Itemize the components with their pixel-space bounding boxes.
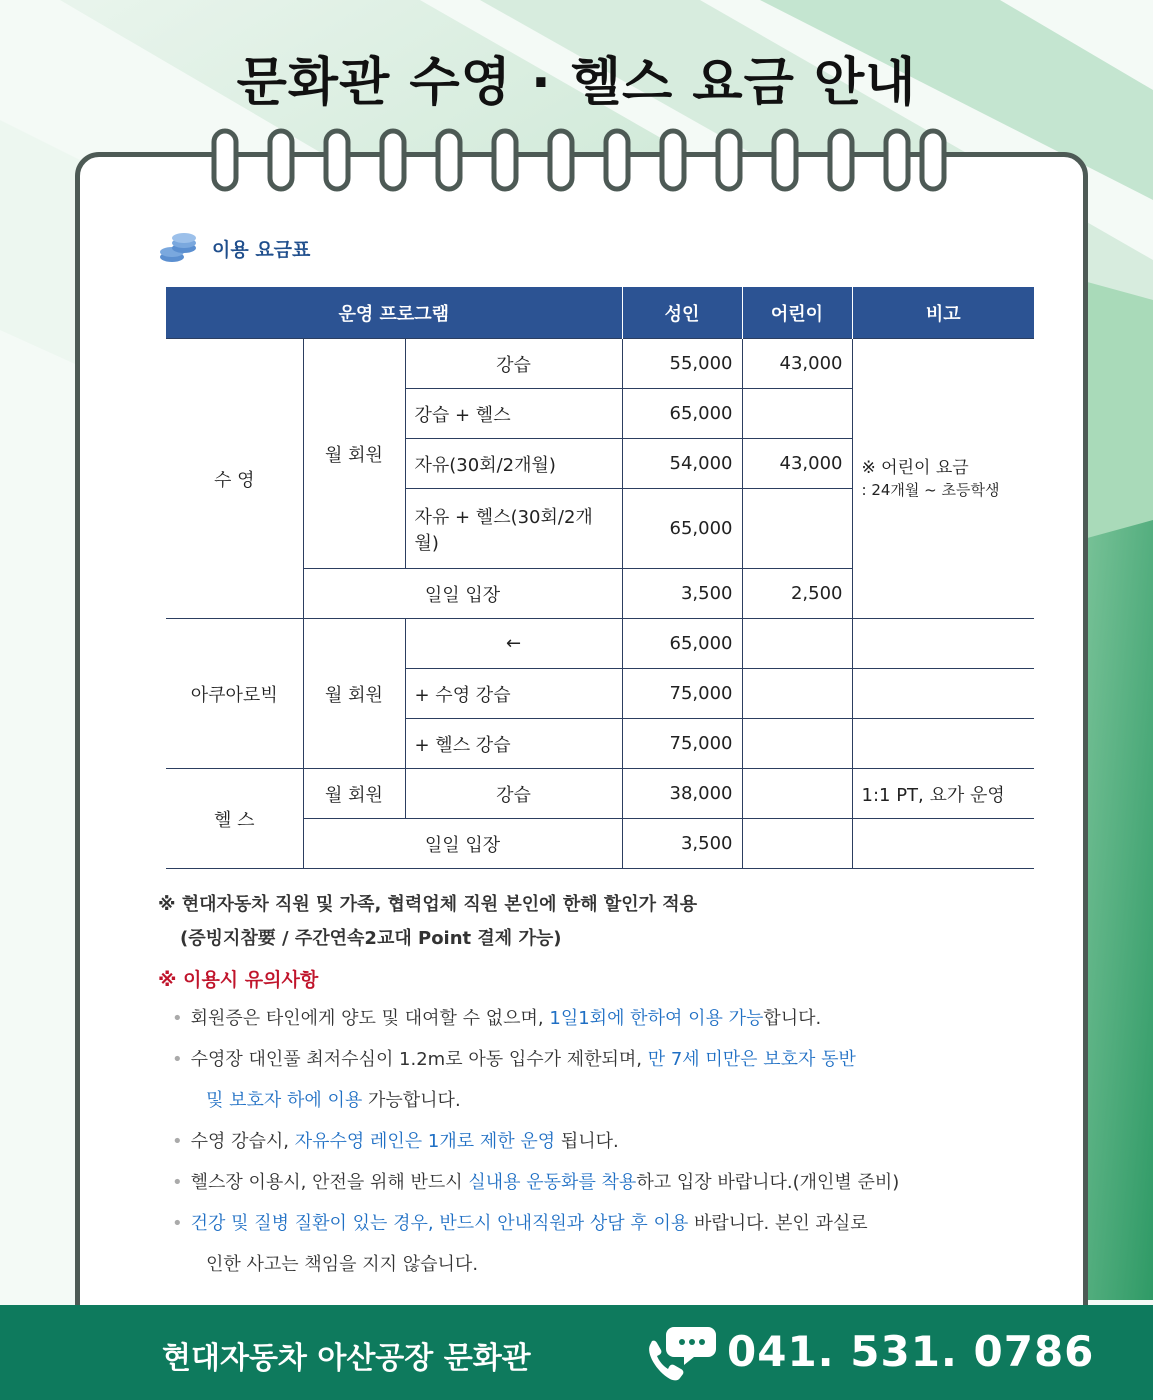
rule-text: 됩니다. [555, 1131, 619, 1152]
child-fee-note [852, 339, 1034, 619]
table-row [166, 619, 1034, 669]
rule-text: 합니다. [763, 1008, 822, 1029]
header-note: 비고 [852, 287, 1034, 339]
section-heading [158, 228, 310, 268]
monthly-member: 월 회원 [303, 769, 405, 819]
category-aquarobic: 아쿠아로빅 [166, 619, 303, 769]
phone-chat-icon [644, 1323, 716, 1385]
rule-text: 수영장 대인풀 최저수심이 1.2m로 아동 입수가 제한되며, [190, 1049, 648, 1070]
child-fee [742, 669, 852, 719]
section-title: 이용 요금표 [212, 238, 311, 261]
program-cell: 강습 [405, 339, 622, 389]
rule-highlight: 실내용 운동화를 착용 [468, 1172, 637, 1193]
bullet: • [172, 1008, 183, 1029]
rule-text: 수영 강습시, [190, 1131, 295, 1152]
category-health: 헬 스 [166, 769, 303, 869]
adult-fee: 65,000 [622, 619, 742, 669]
program-cell: 강습 + 헬스 [405, 389, 622, 439]
monthly-member: 월 회원 [303, 339, 405, 569]
program-cell: + 수영 강습 [405, 669, 622, 719]
note-line: : 24개월 ~ 초등학생 [861, 480, 1000, 499]
child-fee: 43,000 [742, 339, 852, 389]
rule-highlight: 1일1회에 한하여 이용 가능 [549, 1008, 764, 1029]
program-cell: 강습 [405, 769, 622, 819]
bullet: • [172, 1131, 183, 1152]
child-fee: 43,000 [742, 439, 852, 489]
daily-entry: 일일 입장 [303, 569, 622, 619]
program-cell: 자유(30회/2개월) [405, 439, 622, 489]
rule-text: 인한 사고는 책임을 지지 않습니다. [206, 1254, 479, 1275]
monthly-member: 월 회원 [303, 619, 405, 769]
rule-item [158, 1203, 1058, 1285]
adult-fee: 55,000 [622, 339, 742, 389]
note-cell [852, 669, 1034, 719]
child-fee [742, 619, 852, 669]
child-fee: 2,500 [742, 569, 852, 619]
notes-section [158, 888, 1058, 1285]
discount-note: ※ 현대자동차 직원 및 가족, 협력업체 직원 본인에 한해 할인가 적용 [158, 894, 698, 915]
program-cell: ← [405, 619, 622, 669]
adult-fee: 3,500 [622, 569, 742, 619]
rule-item [158, 1121, 1058, 1162]
table-header-row [166, 287, 1034, 339]
rule-text: 하고 입장 바랍니다.(개인별 준비) [636, 1172, 900, 1193]
header-adult: 성인 [622, 287, 742, 339]
note-line: ※ 어린이 요금 [861, 457, 969, 478]
table-row [166, 339, 1034, 389]
bullet: • [172, 1213, 183, 1234]
daily-entry: 일일 입장 [303, 819, 622, 869]
fee-table [166, 287, 1034, 869]
adult-fee: 65,000 [622, 389, 742, 439]
adult-fee: 75,000 [622, 669, 742, 719]
footer-organization: 현대자동차 아산공장 문화관 [162, 1341, 531, 1376]
adult-fee: 38,000 [622, 769, 742, 819]
rule-text: 회원증은 타인에게 양도 및 대여할 수 없으며, [190, 1008, 550, 1029]
table-row [166, 769, 1034, 819]
note-cell [852, 819, 1034, 869]
category-swim: 수 영 [166, 339, 303, 619]
child-fee [742, 769, 852, 819]
discount-note-detail: (증빙지참要 / 주간연속2교대 Point 결제 가능) [180, 928, 562, 949]
note-cell [852, 619, 1034, 669]
adult-fee: 3,500 [622, 819, 742, 869]
bullet: • [172, 1172, 183, 1193]
header-child: 어린이 [742, 287, 852, 339]
bullet: • [172, 1049, 183, 1070]
rule-item [158, 998, 1058, 1039]
program-cell: 자유 + 헬스(30회/2개월) [405, 489, 622, 569]
rule-item [158, 1039, 1058, 1121]
footer-phone: 041. 531. 0786 [727, 1327, 1095, 1376]
footer-bar [0, 1305, 1153, 1400]
rule-item [158, 1162, 1058, 1203]
rule-text: 가능합니다. [362, 1090, 461, 1111]
header-program: 운영 프로그램 [166, 287, 622, 339]
rule-highlight: 건강 및 질병 질환이 있는 경우, 반드시 안내직원과 상담 후 이용 [190, 1213, 689, 1234]
adult-fee: 54,000 [622, 439, 742, 489]
adult-fee: 75,000 [622, 719, 742, 769]
note-cell [852, 719, 1034, 769]
child-fee [742, 719, 852, 769]
rule-highlight: 및 보호자 하에 이용 [206, 1090, 363, 1111]
rule-text: 헬스장 이용시, 안전을 위해 반드시 [190, 1172, 469, 1193]
spiral-binding [0, 125, 1153, 205]
adult-fee: 65,000 [622, 489, 742, 569]
page-title: 문화관 수영 · 헬스 요금 안내 [236, 53, 917, 113]
caution-title: ※ 이용시 유의사항 [158, 969, 319, 991]
child-fee [742, 389, 852, 439]
coins-icon [158, 230, 198, 266]
program-cell: + 헬스 강습 [405, 719, 622, 769]
child-fee [742, 819, 852, 869]
child-fee [742, 489, 852, 569]
rule-highlight: 자유수영 레인은 1개로 제한 운영 [294, 1131, 556, 1152]
rule-text: 바랍니다. 본인 과실로 [688, 1213, 868, 1234]
rule-highlight: 만 7세 미만은 보호자 동반 [647, 1049, 856, 1070]
note-cell: 1:1 PT, 요가 운영 [852, 769, 1034, 819]
